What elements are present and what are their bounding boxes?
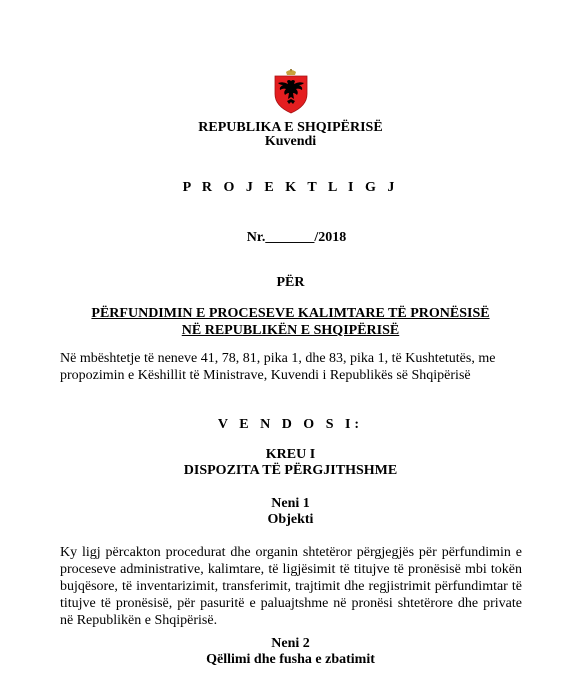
article-1-number: Neni 1 [271, 496, 310, 511]
article-1-text: Ky ligj përcakton procedurat dhe organin shtetëror përgjegjës për përfundimin e proceseve administrative, kalimtare, të ligjësimit të titujve të pronësisë mbi tokën bujqësore, të inventarizimit, transferimit, trajtimit dhe regjistrimit përfundimtar të titujve të pronësisë, për pasuritë e paluajtshme në pronësi shtetërore dhe private në Republikën e Shqipërisë. [60, 545, 522, 628]
decision-heading: V E N D O S I: [217, 417, 364, 432]
albanian-coat-of-arms-icon [273, 68, 309, 114]
state-name: REPUBLIKA E SHQIPËRISË [198, 120, 383, 135]
law-title-line-2: NË REPUBLIKËN E SHQIPËRISË [181, 323, 400, 338]
preamble: Në mbështetje të neneve 41, 78, 81, pika 1, dhe 83, pika 1, të Kushtetutës, me propozimin e Këshillit të Ministrave, Kuvendi i Republikës së Shqipërisë [60, 351, 496, 383]
article-2-title: Qëllimi dhe fusha e zbatimit [206, 652, 375, 667]
title-per: PËR [276, 275, 305, 290]
chapter-title: DISPOZITA TË PËRGJITHSHME [183, 463, 398, 478]
document-number: Nr._______/2018 [246, 230, 347, 245]
article-1-title: Objekti [267, 512, 314, 527]
law-title-line-1: PËRFUNDIMIN E PROCESEVE KALIMTARE TË PRONËSISË [91, 306, 490, 321]
document-type: P R O J E K T L I G J [182, 180, 399, 195]
article-2-number: Neni 2 [271, 636, 310, 651]
institution-name: Kuvendi [264, 134, 317, 149]
chapter-number: KREU I [265, 447, 316, 462]
